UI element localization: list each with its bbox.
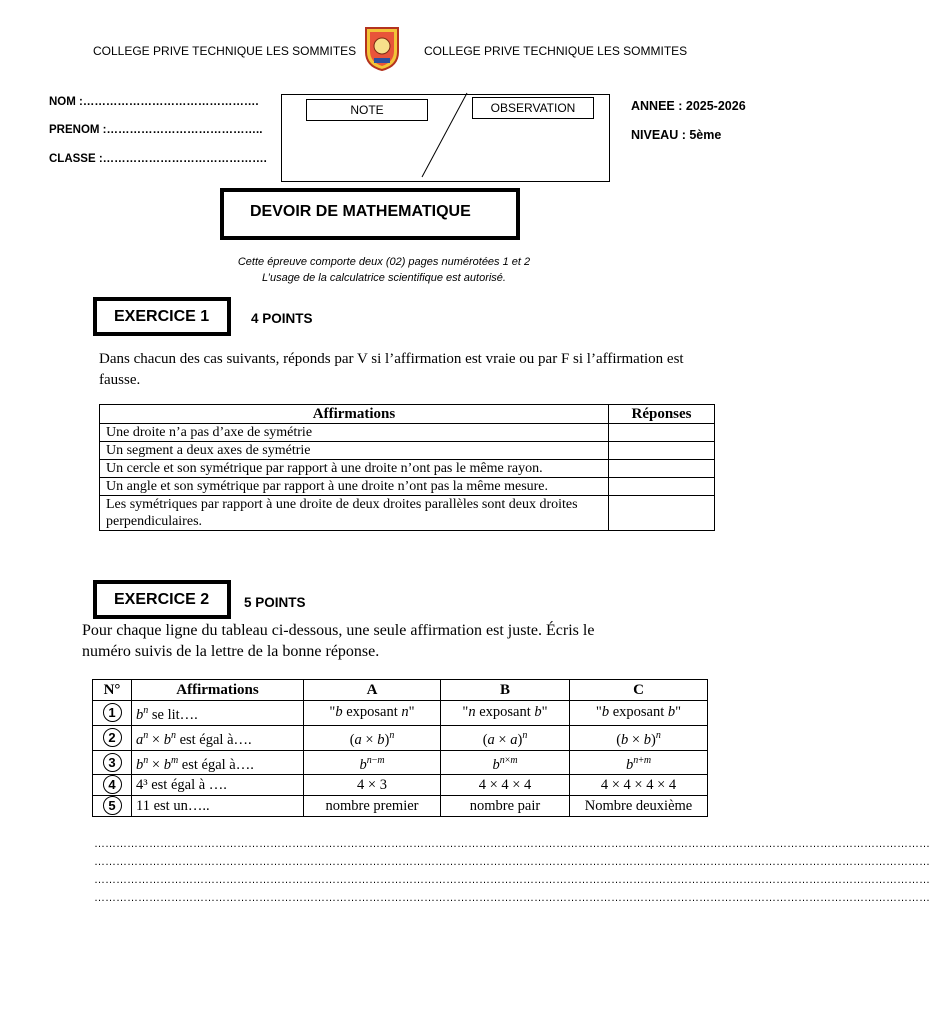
observation-label: OBSERVATION	[472, 97, 594, 119]
choice-b-cell[interactable]: nombre pair	[441, 796, 570, 817]
table-row	[93, 796, 708, 817]
school-logo	[356, 24, 408, 72]
school-name-right: COLLEGE PRIVE TECHNIQUE LES SOMMITES	[424, 44, 688, 58]
row-number-badge: 4	[103, 775, 122, 794]
header-affirmations: Affirmations	[132, 680, 304, 701]
exercise2-instruction-line2: numéro suivis de la lettre de la bonne réponse.	[82, 643, 380, 660]
prenom-field[interactable]: PRENOM :…………………………………..	[49, 124, 263, 136]
exercise1-label-box	[93, 297, 231, 336]
table-row	[93, 750, 708, 775]
response-cell[interactable]	[609, 442, 715, 460]
page-title: DEVOIR DE MATHEMATIQUE	[250, 203, 471, 220]
school-name-left: COLLEGE PRIVE TECHNIQUE LES SOMMITES	[93, 44, 357, 58]
choice-c-cell[interactable]: $(b \times b)^n$	[570, 725, 708, 750]
exam-note-calculator: L’usage de la calculatrice scientifique est autorisé.	[262, 272, 506, 284]
header-affirmations: Affirmations	[100, 405, 609, 424]
choice-b-cell[interactable]: $b^{n\times m}$	[441, 750, 570, 775]
exercise2-instruction-line1: Pour chaque ligne du tableau ci-dessous, une seule affirmation est juste. Écris le	[82, 622, 595, 639]
choice-b-cell[interactable]: $(a \times a)^n$	[441, 725, 570, 750]
table-row	[93, 775, 708, 796]
header-responses: Réponses	[609, 405, 715, 424]
nom-field[interactable]: NOM :……………………………………….	[49, 96, 259, 108]
response-cell[interactable]	[609, 496, 715, 531]
choice-a-cell[interactable]: $b^{n-m}$	[304, 750, 441, 775]
answer-line[interactable]: …………………………………………………………………………………………………………………………………………………………………………………………………………	[94, 892, 930, 904]
response-cell[interactable]	[609, 424, 715, 442]
exercise2-label: EXERCICE 2	[114, 591, 210, 608]
table-row	[93, 701, 708, 726]
answer-line[interactable]: …………………………………………………………………………………………………………………………………………………………………………………………………………	[94, 838, 930, 850]
table-row	[100, 442, 715, 460]
row-number-badge: 3	[103, 753, 122, 772]
response-cell[interactable]	[609, 478, 715, 496]
affirmation-cell: Un cercle et son symétrique par rapport à une droite n’ont pas le même rayon.	[100, 460, 609, 478]
affirmation-cell: $a^n \times b^n$ est égal à….	[132, 725, 304, 750]
row-number-badge: 1	[103, 703, 122, 722]
choice-c-cell[interactable]: Nombre deuxième	[570, 796, 708, 817]
choice-c-cell[interactable]: "b exposant b"	[570, 701, 708, 726]
exercise1-label: EXERCICE 1	[114, 308, 210, 325]
table-row	[100, 424, 715, 442]
title-box	[220, 188, 520, 240]
choice-a-cell[interactable]: 4 × 3	[304, 775, 441, 796]
affirmation-cell: Un angle et son symétrique par rapport à une droite n’ont pas la même mesure.	[100, 478, 609, 496]
affirmation-cell: $b^n$ se lit….	[132, 701, 304, 726]
affirmation-cell: $b^n \times b^m$ est égal à….	[132, 750, 304, 775]
school-year: ANNEE : 2025-2026	[631, 99, 746, 113]
affirmation-cell: Une droite n’a pas d’axe de symétrie	[100, 424, 609, 442]
exercise1-points: 4 POINTS	[251, 311, 313, 326]
exercise1-table	[99, 404, 715, 531]
level: NIVEAU : 5ème	[631, 128, 722, 142]
row-number-badge: 5	[103, 796, 122, 815]
table-row	[100, 460, 715, 478]
choice-c-cell[interactable]: 4 × 4 × 4 × 4	[570, 775, 708, 796]
affirmation-cell: 4³ est égal à ….	[132, 775, 304, 796]
exercise2-points: 5 POINTS	[244, 595, 306, 610]
table-row	[93, 725, 708, 750]
choice-a-cell[interactable]: "b exposant n"	[304, 701, 441, 726]
choice-b-cell[interactable]: 4 × 4 × 4	[441, 775, 570, 796]
table-row	[100, 496, 715, 531]
header-c: C	[570, 680, 708, 701]
table-row	[100, 478, 715, 496]
exam-note-pages: Cette épreuve comporte deux (02) pages numérotées 1 et 2	[237, 256, 531, 268]
affirmation-cell: Un segment a deux axes de symétrie	[100, 442, 609, 460]
answer-line[interactable]: …………………………………………………………………………………………………………………………………………………………………………………………………………	[94, 874, 930, 886]
affirmation-cell: 11 est un…..	[132, 796, 304, 817]
classe-field[interactable]: CLASSE :…………………………………….	[49, 153, 267, 165]
header-number: N°	[93, 680, 132, 701]
exercise1-instruction: Dans chacun des cas suivants, réponds par V si l’affirmation est vraie ou par F si l’affirmation est fausse.	[99, 351, 684, 388]
choice-b-cell[interactable]: "n exposant b"	[441, 701, 570, 726]
answer-line[interactable]: …………………………………………………………………………………………………………………………………………………………………………………………………………	[94, 856, 930, 868]
choice-c-cell[interactable]: $b^{n+m}$	[570, 750, 708, 775]
response-cell[interactable]	[609, 460, 715, 478]
header-b: B	[441, 680, 570, 701]
row-number-badge: 2	[103, 728, 122, 747]
header-a: A	[304, 680, 441, 701]
exercise2-label-box	[93, 580, 231, 619]
exercise2-table	[92, 679, 708, 817]
affirmation-cell: Les symétriques par rapport à une droite de deux droites parallèles sont deux droites perpendiculaires.	[100, 496, 609, 531]
choice-a-cell[interactable]: nombre premier	[304, 796, 441, 817]
choice-a-cell[interactable]: $(a \times b)^n$	[304, 725, 441, 750]
note-label: NOTE	[306, 99, 428, 121]
